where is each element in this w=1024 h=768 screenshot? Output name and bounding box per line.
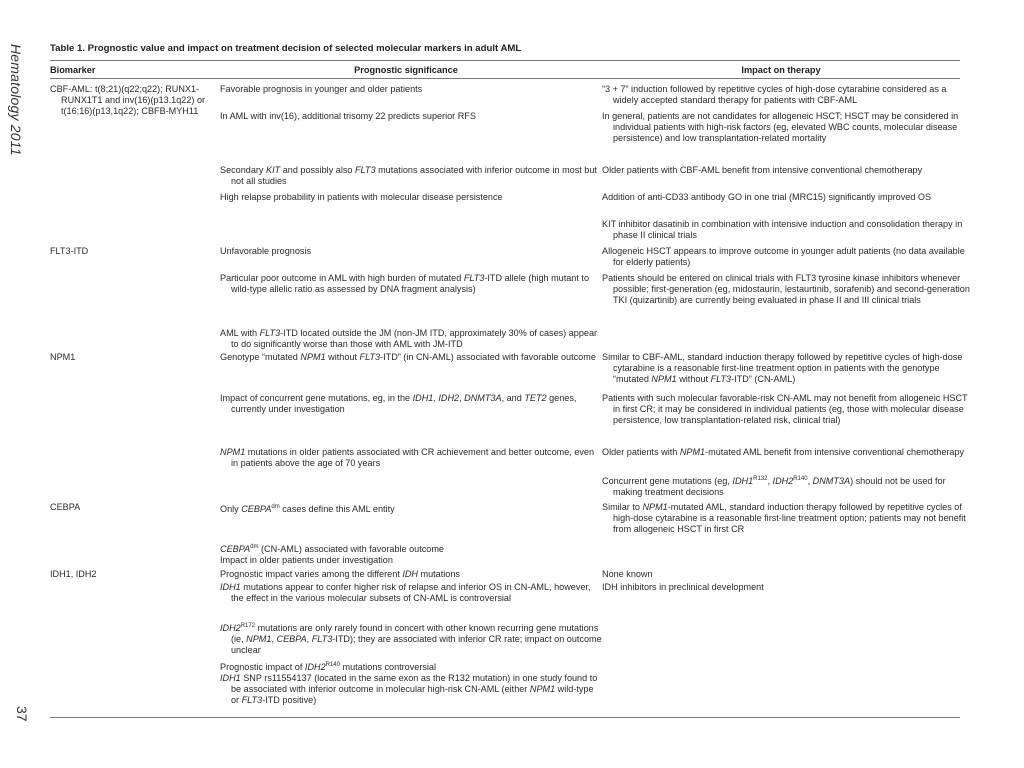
- ther-flt3-1: Allogeneic HSCT appears to improve outcome in younger adult patients (no data available for elderly patients): [602, 246, 965, 268]
- ther-npm1-3: Older patients with NPM1-mutated AML benefit from intensive conventional chemotherapy: [602, 447, 965, 457]
- prog-cbf-3: Secondary KIT and possibly also FLT3 mutations associated with inferior outcome in most but not all studies: [220, 165, 597, 187]
- prog-cebpa-3: Impact in older patients under investigation: [220, 555, 393, 565]
- ther-cbf-4: Addition of anti-CD33 antibody GO in one trial (MRC15) significantly improved OS: [602, 192, 932, 202]
- prog-flt3-1: Unfavorable prognosis: [220, 246, 311, 256]
- prog-idh-1: Prognostic impact varies among the different IDH mutations: [220, 569, 460, 579]
- ther-cbf-5: KIT inhibitor dasatinib in combination with intensive induction and consolidation therapy in phase II clinical trials: [602, 219, 963, 241]
- prog-idh-3: $IDH2^{R172}$ mutations are only rarely found in concert with other known recurring gene mutations (ie, NPM1, CEBPA, FLT3-ITD); they are associated with inferior CR rate; impact on outcome unclear: [220, 623, 602, 656]
- header-therapy: Impact on therapy: [741, 65, 821, 75]
- prog-cbf-1: Favorable prognosis in younger and older patients: [220, 84, 423, 94]
- ther-idh-2: IDH inhibitors in preclinical development: [602, 582, 764, 592]
- ther-npm1-2: Patients with such molecular favorable-risk CN-AML may not benefit from allogeneic HSCT in first CR; it may be considered in individual patients (eg, those with molecular disease persistence, low transplantation-related risk, clinical trial): [602, 393, 968, 426]
- prog-idh-2: IDH1 mutations appear to confer higher risk of relapse and inferior OS in CN-AML, however, the effect in the various molecular subsets of CN-AML is controversial: [220, 582, 591, 604]
- header-prognostic: Prognostic significance: [354, 65, 458, 75]
- prog-idh-4: Prognostic impact of $IDH2^{R140}$ mutations controversial: [220, 662, 437, 673]
- page-number: 37: [14, 706, 30, 722]
- ther-cbf-2: In general, patients are not candidates for allogeneic HSCT; HSCT may be considered in individual patients with high-risk factors (eg, elevated WBC counts, molecular disease persistence) and low transplantation-related mortality: [602, 111, 959, 144]
- prog-cbf-4: High relapse probability in patients with molecular disease persistence: [220, 192, 503, 202]
- table-header-rule: [50, 78, 960, 79]
- biomarker-npm1: NPM1: [50, 352, 76, 362]
- ther-flt3-2: Patients should be entered on clinical trials with FLT3 tyrosine kinase inhibitors whenever possible; first-generation (eg, midostaurin, lestaurtinib, sorafenib) and second-generation TKI (quizartinib) are currently being evaluated in phase II and III clinical trials: [602, 273, 970, 306]
- biomarker-cebpa: CEBPA: [50, 502, 81, 512]
- ther-cbf-3: Older patients with CBF-AML benefit from intensive conventional chemotherapy: [602, 165, 923, 175]
- journal-name: Hematology 2011: [8, 44, 24, 156]
- table-bottom-rule: [50, 717, 960, 718]
- prog-cbf-2: In AML with inv(16), additional trisomy 22 predicts superior RFS: [220, 111, 476, 121]
- biomarker-idh: IDH1, IDH2: [50, 569, 97, 579]
- ther-cbf-1: “3 + 7” induction followed by repetitive cycles of high-dose cytarabine considered as a widely accepted standard therapy for patients with CBF-AML: [602, 84, 947, 106]
- prog-npm1-3: NPM1 mutations in older patients associated with CR achievement and better outcome, even in patients above the age of 70 years: [220, 447, 595, 469]
- ther-cebpa-1: Similar to NPM1-mutated AML, standard induction therapy followed by repetitive cycles of high-dose cytarabine is a reasonable first-line treatment option; patients may not benefit from allogeneic HSCT in first CR: [602, 502, 966, 535]
- ther-npm1-4: Concurrent gene mutations (eg, $IDH1^{R132}$, $IDH2^{R140}$, DNMT3A) should not be used for making treatment decisions: [602, 476, 946, 498]
- prog-cebpa-2: $CEBPA^{dm}$ (CN-AML) associated with favorable outcome: [220, 544, 444, 555]
- table-top-rule: [50, 60, 960, 61]
- biomarker-cbf: CBF-AML: t(8;21)(q22;q22); RUNX1-RUNX1T1 and inv(16)(p13.1q22) or t(16;16)(p13,1q22); CBFB-MYH11: [50, 84, 206, 117]
- prog-flt3-3: AML with FLT3-ITD located outside the JM (non-JM ITD, approximately 30% of cases) appear to do significantly worse than those with AML with JM-ITD: [220, 328, 598, 350]
- ther-npm1-1: Similar to CBF-AML, standard induction therapy followed by repetitive cycles of high-dose cytarabine is a reasonable first-line treatment option in patients with the genotype “mutated NPM1 without FLT3-ITD” (CN-AML): [602, 352, 963, 385]
- prog-idh-5: IDH1 SNP rs11554137 (located in the same exon as the R132 mutation) in one study found to be associated with inferior outcome in molecular high-risk CN-AML (either NPM1 wild-type or FLT3-ITD positive): [220, 673, 598, 706]
- table-title: Table 1. Prognostic value and impact on treatment decision of selected molecular markers in adult AML: [50, 43, 522, 54]
- header-biomarker: Biomarker: [50, 65, 96, 75]
- prog-npm1-1: Genotype “mutated NPM1 without FLT3-ITD” (in CN-AML) associated with favorable outcome: [220, 352, 596, 362]
- prog-npm1-2: Impact of concurrent gene mutations, eg, in the IDH1, IDH2, DNMT3A, and TET2 genes, currently under investigation: [220, 393, 577, 415]
- prog-cebpa-1: Only $CEBPA^{dm}$ cases define this AML entity: [220, 504, 395, 515]
- prog-flt3-2: Particular poor outcome in AML with high burden of mutated FLT3-ITD allele (high mutant to wild-type allelic ratio as assessed by DNA fragment analysis): [220, 273, 589, 295]
- ther-idh-1: None known: [602, 569, 653, 579]
- biomarker-flt3: FLT3-ITD: [50, 246, 89, 256]
